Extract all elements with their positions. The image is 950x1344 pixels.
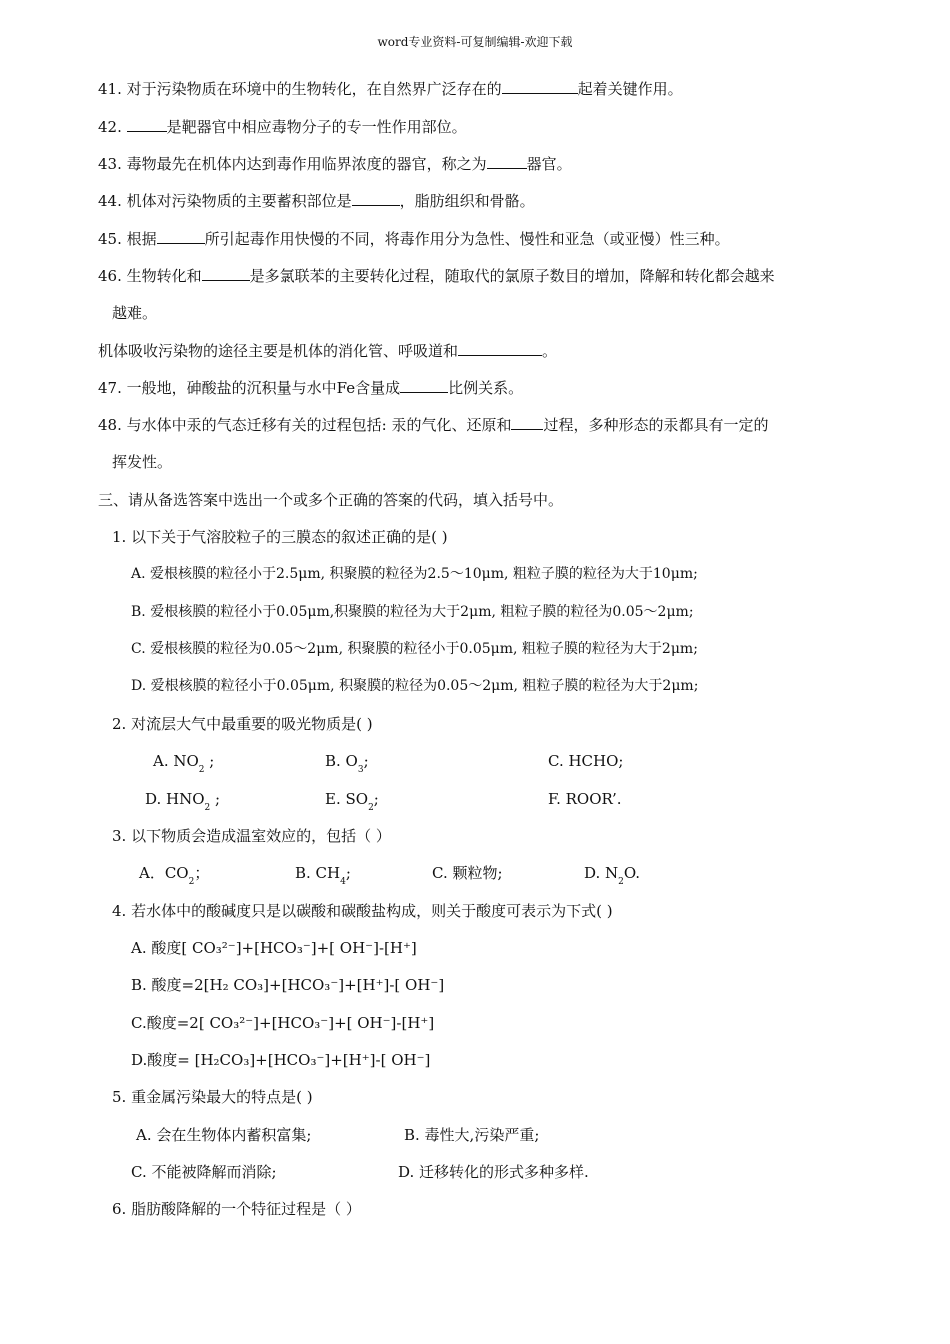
answer-blank [157, 229, 205, 244]
option-5d: D. 迁移转化的形式多种多样. [398, 1163, 589, 1181]
option-3c: C. 颗粒物; [432, 864, 503, 882]
answer-blank [202, 266, 250, 281]
option-5a: A. 会在生物体内蓄积富集; [136, 1126, 312, 1144]
mc-question-6: 6. 脂肪酸降解的一个特征过程是（ ） [112, 1200, 361, 1218]
answer-blank [352, 191, 400, 206]
answer-blank [487, 154, 527, 169]
question-43: 43. 毒物最先在机体内达到毒作用临界浓度的器官，称之为 器官。 [98, 155, 572, 173]
option-3b: B. $CH_4$; [295, 864, 351, 887]
option-2a: A. $NO_2$ ; [153, 752, 215, 775]
question-48-continued: 挥发性。 [112, 453, 173, 471]
answer-blank [511, 415, 543, 430]
answer-blank [502, 79, 578, 94]
option-4c: C.酸度=2[ CO₃²⁻]+[HCO₃⁻]+[ OH⁻]-[H⁺] [131, 1014, 435, 1032]
question-42: 42. 是靶器官中相应毒物分子的专一性作用部位。 [98, 118, 467, 136]
question-46: 46. 生物转化和 是多氯联苯的主要转化过程，随取代的氯原子数目的增加，降解和转化都会越来 [98, 267, 775, 285]
question-41: 41. 对于污染物质在环境中的生物转化，在自然界广泛存在的 起着关键作用。 [98, 80, 683, 98]
question-absorption: 机体吸收污染物的途径主要是机体的消化管、呼吸道和 。 [98, 342, 558, 360]
question-47: 47. 一般地，砷酸盐的沉积量与水中Fe含量成 比例关系。 [98, 379, 524, 397]
mc-question-4: 4. 若水体中的酸碱度只是以碳酸和碳酸盐构成，则关于酸度可表示为下式( ) [112, 902, 613, 920]
option-2c: C. HCHO; [548, 752, 624, 770]
option-4d: D.酸度= [H₂CO₃]+[HCO₃⁻]+[H⁺]-[ OH⁻] [131, 1051, 431, 1069]
answer-blank [458, 341, 542, 356]
mc-question-1: 1. 以下关于气溶胶粒子的三膜态的叙述正确的是( ) [112, 528, 448, 546]
option-1d: D. 爱根核膜的粒径小于0.05μm, 积聚膜的粒径为0.05～2μm, 粗粒子膜的粒径为大于2μm; [131, 678, 699, 694]
section-heading: 三、请从备选答案中选出一个或多个正确的答案的代码，填入括号中。 [98, 491, 564, 509]
mc-question-2: 2. 对流层大气中最重要的吸光物质是( ) [112, 715, 373, 733]
option-1b: B. 爱根核膜的粒径小于0.05μm,积聚膜的粒径为大于2μm, 粗粒子膜的粒径为0.05～2μm; [131, 604, 694, 620]
option-5b: B. 毒性大,污染严重; [404, 1126, 540, 1144]
mc-question-3: 3. 以下物质会造成温室效应的，包括（ ） [112, 827, 391, 845]
page-header: word专业资料-可复制编辑-欢迎下载 [377, 35, 573, 49]
answer-blank [400, 378, 448, 393]
option-4a: A. 酸度[ CO₃²⁻]+[HCO₃⁻]+[ OH⁻]-[H⁺] [131, 939, 417, 957]
question-44: 44. 机体对污染物质的主要蓄积部位是 ，脂肪组织和骨骼。 [98, 192, 535, 210]
option-5c: C. 不能被降解而消除; [131, 1163, 277, 1181]
question-46-continued: 越难。 [112, 304, 158, 322]
option-2f: F. ROOR’. [548, 790, 622, 808]
mc-question-5: 5. 重金属污染最大的特点是( ) [112, 1088, 313, 1106]
question-45: 45. 根据 所引起毒作用快慢的不同，将毒作用分为急性、慢性和亚急（或亚慢）性三种。 [98, 230, 730, 248]
option-4b: B. 酸度=2[H₂ CO₃]+[HCO₃⁻]+[H⁺]-[ OH⁻] [131, 976, 445, 994]
option-2e: E. $SO_2$; [325, 790, 379, 813]
option-3d: D. $N_2O$. [584, 864, 641, 887]
option-1c: C. 爱根核膜的粒径为0.05～2μm, 积聚膜的粒径小于0.05μm, 粗粒子膜的粒径为大于2μm; [131, 641, 698, 657]
option-1a: A. 爱根核膜的粒径小于2.5μm, 积聚膜的粒径为2.5～10μm, 粗粒子膜的粒径为大于10μm; [131, 566, 698, 582]
option-2d: D. $HNO_2$ ; [145, 790, 221, 813]
answer-blank [127, 117, 167, 132]
question-48: 48. 与水体中汞的气态迁移有关的过程包括: 汞的气化、还原和 过程，多种形态的汞都具有一定的 [98, 416, 769, 434]
option-2b: B. $O_3$; [325, 752, 369, 775]
option-3a: A．$CO_2$； [139, 864, 210, 887]
